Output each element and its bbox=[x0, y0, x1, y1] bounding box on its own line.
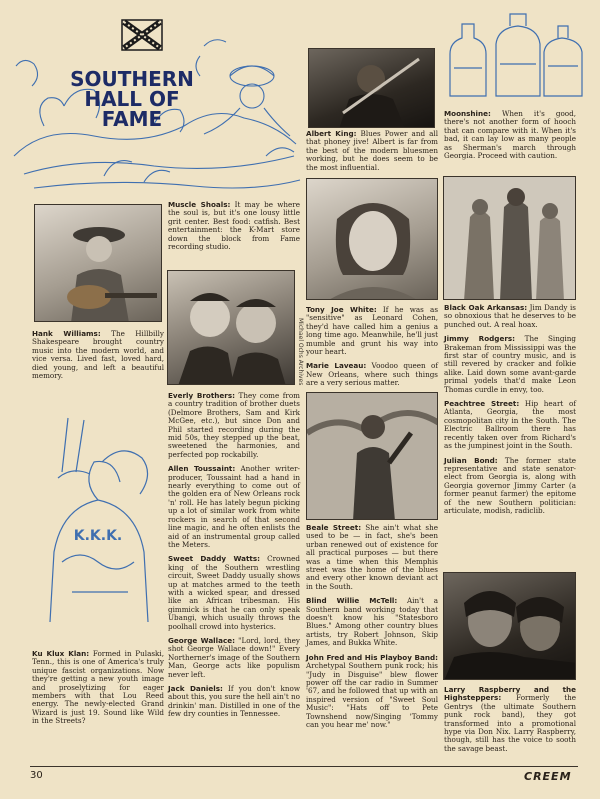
entry-muscle-shoals: Muscle Shoals: It may be where the soul is, but it's one lousy little grit center. Best food: catfish. Best entertainment: the K-Mart store down the block from Fame recording studio. bbox=[168, 200, 300, 252]
title-line-1: SOUTHERN bbox=[70, 67, 194, 91]
entry-jack-daniels: Jack Daniels: If you don't know about this, you sure the hell ain't no drinkin' man. Distilled in one of the few dry counties in Tennessee. bbox=[168, 684, 300, 719]
entry-hank-williams: Hank Williams: The Hillbilly Shakespeare brought country music into the modern world, and vice versa. Lived fast, loved hard, died young, and left a beautiful memory. bbox=[32, 329, 164, 381]
title-line-3: FAME bbox=[101, 107, 163, 131]
column-4-bottom bbox=[444, 686, 576, 759]
column-1 bbox=[32, 330, 164, 386]
svg-text:K.K.K.: K.K.K. bbox=[73, 528, 123, 544]
larry-raspberry-photo bbox=[443, 572, 576, 680]
entry-sweet-daddy-watts: Sweet Daddy Watts: Crowned king of the Southern wrestling circuit, Sweet Daddy usually shows up at matches armed to the teeth with a wicked spear, and dressed like an African tribesman. His gimmick is that he can only speak Ubangi, which usually throws the poolhall crowd into hysterics. bbox=[168, 554, 301, 631]
entry-albert-king: Albert King: Blues Power and all that phoney jive! Albert is far from the best of the modern bluesmen working, but he does seem to be the most influential. bbox=[306, 129, 438, 172]
page-number: 30 bbox=[30, 770, 43, 781]
everly-brothers-photo bbox=[167, 270, 295, 385]
magazine-logo: CREEM bbox=[524, 770, 572, 783]
entry-julian-bond: Julian Bond: The former state representative and state senator-elect from Georgia is, along with Georgia governor Jimmy Carter (a former peanut farmer) the epitome of the new Southern politician: articulate, modish, radiclib. bbox=[444, 455, 576, 515]
black-oak-arkansas-photo bbox=[443, 176, 576, 300]
footer-rule bbox=[30, 766, 578, 767]
column-4 bbox=[444, 304, 576, 521]
column-3-top bbox=[306, 130, 438, 178]
title-line-2: HALL OF bbox=[84, 87, 180, 111]
klan-illustration bbox=[32, 412, 166, 622]
entry-ku-klux-klan: Ku Klux Klan: Formed in Pulaski, Tenn., this is one of America's truly unique fascist organizations. Now they're getting a new youth image and proselytizing for eager members with that Lou Reed energy. The newly-elected Grand Wizard is just 19. Sound like Wild in the Streets? bbox=[32, 649, 164, 726]
hall-of-fame-illustration bbox=[4, 6, 304, 198]
hank-williams-photo bbox=[34, 204, 162, 322]
column-2 bbox=[168, 392, 300, 725]
entry-marie-laveau: Marie Laveau: Voodoo queen of New Orleans, where such things are a very serious matter. bbox=[306, 361, 438, 388]
column-2-top bbox=[168, 201, 300, 257]
entry-moonshine: Moonshine: When it's good, there's not another form of hooch that can compare with it. When it's bad, it can lay low as many people as Sherman's march through Georgia. Proceed with caution. bbox=[444, 109, 576, 161]
column-3-bottom bbox=[306, 524, 438, 735]
column-4-top bbox=[444, 110, 576, 166]
albert-king-photo bbox=[308, 48, 435, 128]
entry-blind-willie-mctell: Blind Willie McTell: Ain't a Southern band working today that doesn't know his "Statesboro Blues." Among other country blues artists, try Robert Johnson, Skip James, and Bukka White. bbox=[306, 596, 438, 648]
entry-george-wallace: George Wallace: "Lord, lord, they shot George Wallace down!" Every Northerner's image of the Southern Man, George acts like populism never left. bbox=[168, 635, 300, 679]
entry-everly-brothers: Everly Brothers: They come from a country tradition of brother duets (Delmore Brothers, Sam and Kirk McGee, etc.), but since Don and Phil started recording during the mid 50s, they stepped up the beat, sweetened the harmonies, and perfected pop rockabilly. bbox=[168, 391, 300, 459]
beale-street-statue-photo bbox=[306, 392, 438, 520]
entry-larry-raspberry: Larry Raspberry and the Highsteppers: Formerly the Gentrys (the ultimate Southern punk rock band), they got transformed into a promotional hype via Don Nix. Larry Raspberry, though, still has the voice to sooth the savage beast. bbox=[444, 685, 576, 753]
entry-tony-joe-white: Tony Joe White: If he was as "sensitive" as Leonard Cohen, they'd have called him a genius a long time ago. Meanwhile, he'll just mumble and grunt his way into your heart. bbox=[306, 305, 439, 357]
entry-beale-street: Beale Street: She ain't what she used to be — in fact, she's been urban renewed out of existence for all practical purposes — but there was a time when this Memphis street was the home of the blues and every other known deviant act in the South. bbox=[306, 523, 438, 591]
moonshine-jugs-illustration bbox=[440, 4, 596, 102]
tony-joe-white-photo bbox=[306, 178, 438, 300]
entry-jimmy-rodgers: Jimmy Rodgers: The Singing Brakeman from Mississippi was the first star of country music, and is still revered by cracker and folkie alike. Laid down some avant-garde primal yodels that'd make Leon Thomas curdle in envy, too. bbox=[444, 334, 576, 394]
entry-black-oak-arkansas: Black Oak Arkansas: Jim Dandy is so obnoxious that he deserves to be punched out. A real hoax. bbox=[444, 303, 576, 329]
flag-icon bbox=[122, 20, 162, 50]
column-1-bottom bbox=[32, 650, 164, 732]
entry-allen-toussaint: Allen Toussaint: Another writer-producer, Toussaint had a hand in nearly everything to come out of the golden era of New Orleans rock 'n' roll. He has lately begun picking up a lot of similar work from white rockers in search of that second line magic, and he often enlists the aid of an instrumental group called the Meters. bbox=[168, 464, 300, 549]
entry-john-fred: John Fred and His Playboy Band: Archetypal Southern punk rock; his "Judy in Disguise" blew flower power off the car radio in Summer '67, and he followed that up with an inspired version of "Sweet Soul Music": "Hats off to Pete Townshend now/Singing 'Tommy can you hear me' now." bbox=[306, 652, 438, 729]
photo-credit: Michael Ochs Archives bbox=[297, 318, 304, 386]
entry-peachtree-street: Peachtree Street: Hip heart of Atlanta, Georgia, the most cosmopolitan city in the South. The Electric Ballroom there has recently taken over from Richard's as the jumpinest joint in the South. bbox=[444, 399, 576, 451]
column-3 bbox=[306, 306, 438, 394]
